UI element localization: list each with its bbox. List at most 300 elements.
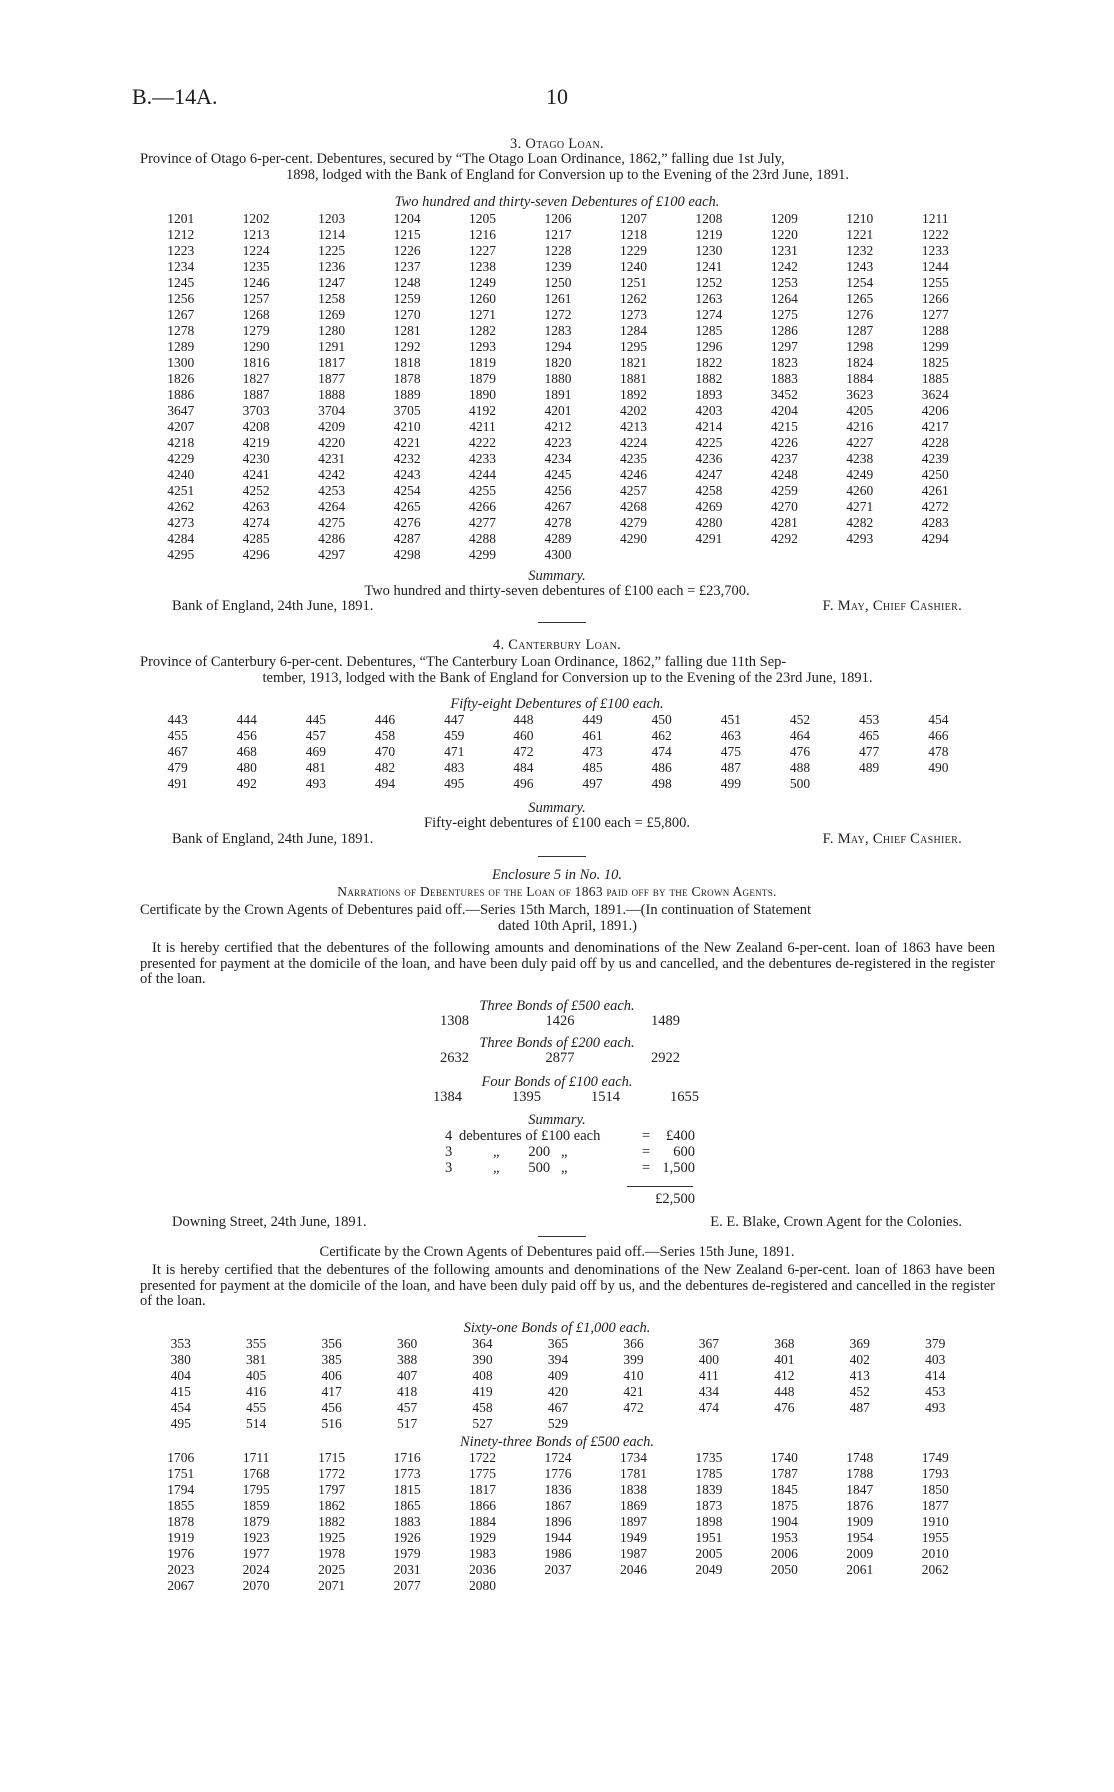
table-cell: 492 xyxy=(236,776,257,791)
table-cell: 365 xyxy=(547,1336,569,1351)
table-cell: 1883 xyxy=(770,371,798,386)
bond-number: 2632 xyxy=(440,1050,469,1066)
table-cell: 2024 xyxy=(242,1562,270,1577)
table-cell: 1277 xyxy=(921,307,949,322)
table-row xyxy=(143,371,973,387)
table-cell: 471 xyxy=(444,744,465,759)
table-cell: 4268 xyxy=(619,499,647,514)
table-cell: 1203 xyxy=(318,211,346,226)
table-cell xyxy=(747,1416,822,1432)
table-cell: 381 xyxy=(246,1352,267,1367)
table-cell: 4236 xyxy=(695,451,723,466)
table-cell: 462 xyxy=(651,728,672,743)
table-cell: 4220 xyxy=(318,435,346,450)
canterbury-signature-place: Bank of England, 24th June, 1891. xyxy=(172,831,374,847)
table-cell: 464 xyxy=(789,728,811,743)
table-cell: 1252 xyxy=(695,275,723,290)
table-cell: 1862 xyxy=(318,1498,346,1513)
table-cell: 415 xyxy=(170,1384,191,1399)
table-cell: 1880 xyxy=(544,371,572,386)
summary-amount: 1,500 xyxy=(662,1160,695,1176)
table-cell: 1781 xyxy=(619,1466,647,1481)
table-row xyxy=(143,499,973,515)
table-cell: 4269 xyxy=(695,499,723,514)
table-cell: 1878 xyxy=(167,1514,195,1529)
table-cell: 1226 xyxy=(393,243,421,258)
otago-intro-line2: 1898, lodged with the Bank of England for Conversion up to the Evening of the 23rd June, 1891. xyxy=(286,166,849,183)
table-cell: 496 xyxy=(513,776,534,791)
table-cell: 1953 xyxy=(770,1530,798,1545)
table-cell xyxy=(520,1578,595,1594)
table-cell: 1240 xyxy=(619,259,647,274)
table-cell: 4229 xyxy=(167,451,195,466)
table-row xyxy=(143,1546,973,1562)
table-cell: 2010 xyxy=(921,1546,949,1561)
bond-number: 2922 xyxy=(651,1050,680,1066)
table-cell: 4215 xyxy=(770,419,798,434)
table-cell: 1202 xyxy=(242,211,270,226)
table-cell: 4274 xyxy=(242,515,270,530)
table-cell: 4247 xyxy=(695,467,723,482)
table-cell: 1986 xyxy=(544,1546,572,1561)
table-cell: 1250 xyxy=(544,275,572,290)
table-cell: 1220 xyxy=(770,227,798,242)
table-cell: 1976 xyxy=(167,1546,195,1561)
table-cell: 1929 xyxy=(469,1530,497,1545)
bond-number: 1395 xyxy=(512,1089,541,1105)
enclosure-signature-place: Downing Street, 24th June, 1891. xyxy=(172,1214,367,1230)
table-cell xyxy=(904,776,973,792)
table-cell: 4243 xyxy=(393,467,421,482)
summary-quantity: 3 xyxy=(445,1144,453,1160)
table-cell: 356 xyxy=(321,1336,342,1351)
summary-equals: = xyxy=(642,1144,651,1160)
summary-equals: = xyxy=(642,1160,651,1176)
table-row xyxy=(143,1368,973,1384)
table-cell: 1230 xyxy=(695,243,723,258)
table-cell: 1201 xyxy=(167,211,195,226)
table-cell: 1839 xyxy=(695,1482,723,1497)
table-cell: 1923 xyxy=(242,1530,270,1545)
otago-signature-name: F. May, Chief Cashier. xyxy=(822,598,962,614)
table-cell: 498 xyxy=(651,776,672,791)
table-cell: 450 xyxy=(651,712,672,727)
table-cell: 1826 xyxy=(167,371,195,386)
table-cell: 1748 xyxy=(846,1450,874,1465)
table-row xyxy=(143,776,973,792)
table-cell: 4272 xyxy=(921,499,949,514)
table-cell: 476 xyxy=(789,744,811,759)
certificate-2-title: Certificate by the Crown Agents of Debentures paid off.—Series 15th June, 1891. xyxy=(319,1244,795,1260)
table-cell: 1751 xyxy=(167,1466,195,1481)
table-cell: 482 xyxy=(374,760,396,775)
table-cell: 406 xyxy=(321,1368,342,1383)
table-cell: 4256 xyxy=(544,483,572,498)
table-cell: 4239 xyxy=(921,451,949,466)
table-cell: 1264 xyxy=(770,291,798,306)
table-cell: 1819 xyxy=(469,355,497,370)
table-cell: 1231 xyxy=(770,243,798,258)
table-cell: 1208 xyxy=(695,211,723,226)
table-cell: 4279 xyxy=(619,515,647,530)
table-cell: 4282 xyxy=(846,515,874,530)
summary-equals: = xyxy=(642,1128,651,1144)
table-cell: 3705 xyxy=(393,403,421,418)
table-cell xyxy=(898,547,973,563)
table-cell: 4283 xyxy=(921,515,949,530)
table-cell: 1944 xyxy=(544,1530,572,1545)
table-cell: 4278 xyxy=(544,515,572,530)
table-cell: 4281 xyxy=(770,515,798,530)
table-cell: 4227 xyxy=(846,435,874,450)
table-cell: 4280 xyxy=(695,515,723,530)
table-cell xyxy=(671,1416,746,1432)
table-cell: 1878 xyxy=(393,371,421,386)
table-cell: 4251 xyxy=(167,483,195,498)
table-cell: 1838 xyxy=(619,1482,647,1497)
table-cell: 1248 xyxy=(393,275,421,290)
bond-group-title: Four Bonds of £100 each. xyxy=(481,1074,633,1090)
table-cell: 2077 xyxy=(393,1578,421,1593)
table-cell: 1925 xyxy=(318,1530,346,1545)
table-cell xyxy=(835,776,904,792)
table-cell: 4246 xyxy=(619,467,647,482)
table-cell: 1287 xyxy=(846,323,874,338)
table-cell: 400 xyxy=(698,1352,720,1367)
table-cell: 447 xyxy=(444,712,465,727)
summary-quantity: 3 xyxy=(445,1160,453,1176)
table-cell: 1296 xyxy=(695,339,723,354)
table-cell xyxy=(822,1578,897,1594)
table-cell: 4259 xyxy=(770,483,798,498)
table-cell: 2046 xyxy=(619,1562,647,1577)
table-cell: 1228 xyxy=(544,243,572,258)
table-cell xyxy=(822,1416,897,1432)
table-cell: 4298 xyxy=(393,547,421,562)
table-cell: 1768 xyxy=(242,1466,270,1481)
table-cell: 1270 xyxy=(393,307,421,322)
table-cell: 1836 xyxy=(544,1482,572,1497)
table-cell: 453 xyxy=(925,1384,946,1399)
table-cell: 1238 xyxy=(469,259,497,274)
table-cell: 1859 xyxy=(242,1498,270,1513)
table-cell: 411 xyxy=(699,1368,719,1383)
table-cell: 1267 xyxy=(167,307,195,322)
table-cell: 4223 xyxy=(544,435,572,450)
enclosure-summary-total: £2,500 xyxy=(655,1191,695,1207)
certificate-2-paragraph: It is hereby certified that the debentures of the following amounts and denominations of the New Zealand 6-per-cent. loan of 1863 have been presented for payment at the domicile of the loan, and have been duly paid off by us, and the debentures de-registered and cancelled in the register of the loan. xyxy=(140,1262,995,1309)
table-row xyxy=(143,387,973,403)
table-cell: 1275 xyxy=(770,307,798,322)
table-cell: 360 xyxy=(396,1336,418,1351)
bond-group-numbers xyxy=(440,1013,680,1030)
table-cell: 4263 xyxy=(242,499,270,514)
table-cell: 455 xyxy=(167,728,188,743)
table-cell: 1845 xyxy=(770,1482,798,1497)
otago-intro xyxy=(140,152,995,183)
section-divider xyxy=(538,1236,586,1237)
table-cell: 1290 xyxy=(242,339,270,354)
enclosure-paragraph: It is hereby certified that the debentures of the following amounts and denominations of the New Zealand 6-per-cent. loan of 1863 have been presented for payment at the domicile of the loan, and have been duly paid off by us and cancelled, and the debentures de-registered in the register of the loan. xyxy=(140,940,995,987)
table-cell: 4213 xyxy=(619,419,647,434)
table-cell: 1926 xyxy=(393,1530,421,1545)
summary-label: debentures of £100 each xyxy=(459,1128,601,1144)
table-cell: 4228 xyxy=(921,435,949,450)
table-cell: 1229 xyxy=(619,243,647,258)
table-cell: 443 xyxy=(167,712,188,727)
table-cell: 1222 xyxy=(921,227,949,242)
bond-group-title: Three Bonds of £500 each. xyxy=(479,998,635,1014)
table-cell: 1279 xyxy=(242,323,270,338)
table-cell: 1286 xyxy=(770,323,798,338)
table-cell xyxy=(898,1416,973,1432)
table-cell: 1735 xyxy=(695,1450,723,1465)
canterbury-signature-name: F. May, Chief Cashier. xyxy=(822,831,962,847)
table-cell: 473 xyxy=(582,744,603,759)
table-cell: 1276 xyxy=(846,307,874,322)
table-cell: 2062 xyxy=(921,1562,949,1577)
table-cell: 1282 xyxy=(469,323,497,338)
table-cell: 3704 xyxy=(318,403,346,418)
table-cell: 4261 xyxy=(921,483,949,498)
table-cell: 4232 xyxy=(393,451,421,466)
table-cell: 489 xyxy=(859,760,880,775)
table-row xyxy=(143,483,973,499)
table-cell: 1253 xyxy=(770,275,798,290)
table-cell xyxy=(898,1578,973,1594)
table-cell: 1218 xyxy=(619,227,647,242)
table-cell: 1256 xyxy=(167,291,195,306)
table-cell: 4250 xyxy=(921,467,949,482)
table-cell: 491 xyxy=(167,776,188,791)
table-cell: 4296 xyxy=(242,547,270,562)
table-cell: 4242 xyxy=(318,467,346,482)
table-cell: 1897 xyxy=(619,1514,647,1529)
canterbury-summary-text: Fifty-eight debentures of £100 each = £5,800. xyxy=(424,815,690,831)
table-cell: 4230 xyxy=(242,451,270,466)
table-cell: 479 xyxy=(167,760,188,775)
table-cell: 499 xyxy=(720,776,741,791)
table-cell: 405 xyxy=(246,1368,267,1383)
table-cell: 4224 xyxy=(619,435,647,450)
table-cell: 1265 xyxy=(846,291,874,306)
table-cell: 474 xyxy=(651,744,672,759)
table-cell: 369 xyxy=(849,1336,870,1351)
table-cell: 4211 xyxy=(469,419,496,434)
table-cell: 1298 xyxy=(846,339,874,354)
table-cell: 417 xyxy=(321,1384,342,1399)
table-cell: 1877 xyxy=(921,1498,949,1513)
table-cell: 4271 xyxy=(846,499,874,514)
table-cell: 1816 xyxy=(242,355,270,370)
table-cell: 419 xyxy=(472,1384,493,1399)
enclosure-certificate-heading xyxy=(140,903,995,934)
table-cell: 1817 xyxy=(318,355,346,370)
table-cell: 1773 xyxy=(393,1466,421,1481)
table-cell: 364 xyxy=(472,1336,493,1351)
table-cell: 4284 xyxy=(167,531,195,546)
table-cell: 1280 xyxy=(318,323,346,338)
table-cell: 1855 xyxy=(167,1498,195,1513)
table-cell: 452 xyxy=(849,1384,870,1399)
bond-number: 1308 xyxy=(440,1013,469,1029)
table-cell: 1879 xyxy=(469,371,497,386)
canterbury-intro-line1: Province of Canterbury 6-per-cent. Debentures, “The Canterbury Loan Ordinance, 1862,” falling due 11th Sep- xyxy=(140,654,787,670)
table-cell: 1221 xyxy=(846,227,874,242)
table-cell: 2025 xyxy=(318,1562,346,1577)
table-cell: 3647 xyxy=(167,403,195,418)
table-row xyxy=(143,435,973,451)
table-cell: 1824 xyxy=(846,355,874,370)
table-cell: 4205 xyxy=(846,403,874,418)
table-cell: 4285 xyxy=(242,531,270,546)
table-cell: 483 xyxy=(444,760,465,775)
table-cell: 4286 xyxy=(318,531,346,546)
table-cell: 1715 xyxy=(318,1450,346,1465)
canterbury-debenture-table xyxy=(143,712,973,792)
table-cell: 4273 xyxy=(167,515,195,530)
table-cell: 1898 xyxy=(695,1514,723,1529)
table-cell: 2050 xyxy=(770,1562,798,1577)
table-cell: 409 xyxy=(547,1368,569,1383)
table-row xyxy=(143,275,973,291)
table-cell: 2071 xyxy=(318,1578,346,1593)
table-cell xyxy=(671,1578,746,1594)
table-cell: 500 xyxy=(789,776,811,791)
table-cell: 446 xyxy=(374,712,396,727)
table-cell: 517 xyxy=(396,1416,418,1431)
table-cell: 1278 xyxy=(167,323,195,338)
table-cell: 4291 xyxy=(695,531,723,546)
table-cell: 1295 xyxy=(619,339,647,354)
table-cell: 1210 xyxy=(846,211,874,226)
bond-number: 1384 xyxy=(433,1089,462,1105)
table-cell: 1850 xyxy=(921,1482,949,1497)
table-cell: 472 xyxy=(623,1400,644,1415)
table-cell: 1289 xyxy=(167,339,195,354)
table-cell: 1884 xyxy=(846,371,874,386)
table-row xyxy=(143,323,973,339)
table-cell: 448 xyxy=(774,1384,795,1399)
bonds-500-table xyxy=(143,1450,973,1594)
otago-table-title: Two hundred and thirty-seven Debentures of £100 each. xyxy=(394,194,720,210)
table-cell: 366 xyxy=(623,1336,644,1351)
table-cell: 1242 xyxy=(770,259,798,274)
table-cell: 4208 xyxy=(242,419,270,434)
table-cell: 1882 xyxy=(695,371,723,386)
table-cell: 527 xyxy=(472,1416,493,1431)
table-cell: 4255 xyxy=(469,483,497,498)
table-cell: 475 xyxy=(720,744,741,759)
table-cell: 3703 xyxy=(242,403,270,418)
canterbury-summary-title: Summary. xyxy=(528,800,586,816)
table-cell: 1244 xyxy=(921,259,949,274)
table-cell: 4300 xyxy=(544,547,572,562)
table-cell: 4253 xyxy=(318,483,346,498)
table-row xyxy=(143,728,973,744)
table-cell: 1788 xyxy=(846,1466,874,1481)
table-row xyxy=(143,1336,973,1352)
summary-total-rule xyxy=(627,1186,693,1187)
table-cell: 2036 xyxy=(469,1562,497,1577)
table-cell: 1254 xyxy=(846,275,874,290)
table-cell xyxy=(671,547,746,563)
table-cell: 1904 xyxy=(770,1514,798,1529)
table-cell: 1260 xyxy=(469,291,497,306)
table-cell: 1219 xyxy=(695,227,723,242)
table-row xyxy=(143,259,973,275)
table-cell: 1887 xyxy=(242,387,270,402)
table-cell: 1873 xyxy=(695,1498,723,1513)
table-cell: 1886 xyxy=(167,387,195,402)
table-cell: 4266 xyxy=(469,499,497,514)
table-cell: 3452 xyxy=(770,387,798,402)
table-cell: 4226 xyxy=(770,435,798,450)
table-cell: 1272 xyxy=(544,307,572,322)
table-cell: 1227 xyxy=(469,243,497,258)
summary-label: „ 200 „ xyxy=(493,1144,568,1160)
table-cell: 4217 xyxy=(921,419,949,434)
table-cell: 1214 xyxy=(318,227,346,242)
table-cell: 1251 xyxy=(619,275,647,290)
table-row xyxy=(143,1530,973,1546)
otago-summary-text: Two hundred and thirty-seven debentures of £100 each = £23,700. xyxy=(364,583,750,599)
table-cell xyxy=(596,1578,671,1594)
table-cell: 1889 xyxy=(393,387,421,402)
table-cell: 1884 xyxy=(469,1514,497,1529)
table-cell: 1234 xyxy=(167,259,195,274)
table-row xyxy=(143,1498,973,1514)
table-cell: 4241 xyxy=(242,467,270,482)
table-cell: 4233 xyxy=(469,451,497,466)
table-cell: 467 xyxy=(167,744,188,759)
table-cell: 4218 xyxy=(167,435,195,450)
table-cell: 1954 xyxy=(846,1530,874,1545)
table-cell: 514 xyxy=(246,1416,267,1431)
table-cell: 1987 xyxy=(619,1546,647,1561)
table-cell: 1225 xyxy=(318,243,346,258)
table-cell: 4257 xyxy=(619,483,647,498)
table-cell: 454 xyxy=(170,1400,191,1415)
section-divider xyxy=(538,622,586,623)
table-cell: 4290 xyxy=(619,531,647,546)
table-row xyxy=(143,1450,973,1466)
table-cell: 401 xyxy=(774,1352,795,1367)
table-cell: 1865 xyxy=(393,1498,421,1513)
table-cell: 1892 xyxy=(619,387,647,402)
table-cell: 1882 xyxy=(318,1514,346,1529)
table-row xyxy=(143,760,973,776)
table-cell: 4237 xyxy=(770,451,798,466)
table-cell: 4204 xyxy=(770,403,798,418)
table-cell: 404 xyxy=(170,1368,191,1383)
table-cell: 367 xyxy=(698,1336,720,1351)
table-cell: 4260 xyxy=(846,483,874,498)
otago-signature-place: Bank of England, 24th June, 1891. xyxy=(172,598,374,614)
table-cell: 4201 xyxy=(544,403,572,418)
table-cell: 368 xyxy=(774,1336,795,1351)
table-cell: 1212 xyxy=(167,227,195,242)
table-cell: 1257 xyxy=(242,291,270,306)
table-cell xyxy=(822,547,897,563)
table-cell: 1949 xyxy=(619,1530,647,1545)
table-cell: 457 xyxy=(396,1400,418,1415)
table-cell: 1909 xyxy=(846,1514,874,1529)
table-cell: 1776 xyxy=(544,1466,572,1481)
enclosure-certificate-line2: dated 10th April, 1891.) xyxy=(498,917,637,934)
table-row xyxy=(143,1416,973,1432)
table-cell: 420 xyxy=(547,1384,569,1399)
